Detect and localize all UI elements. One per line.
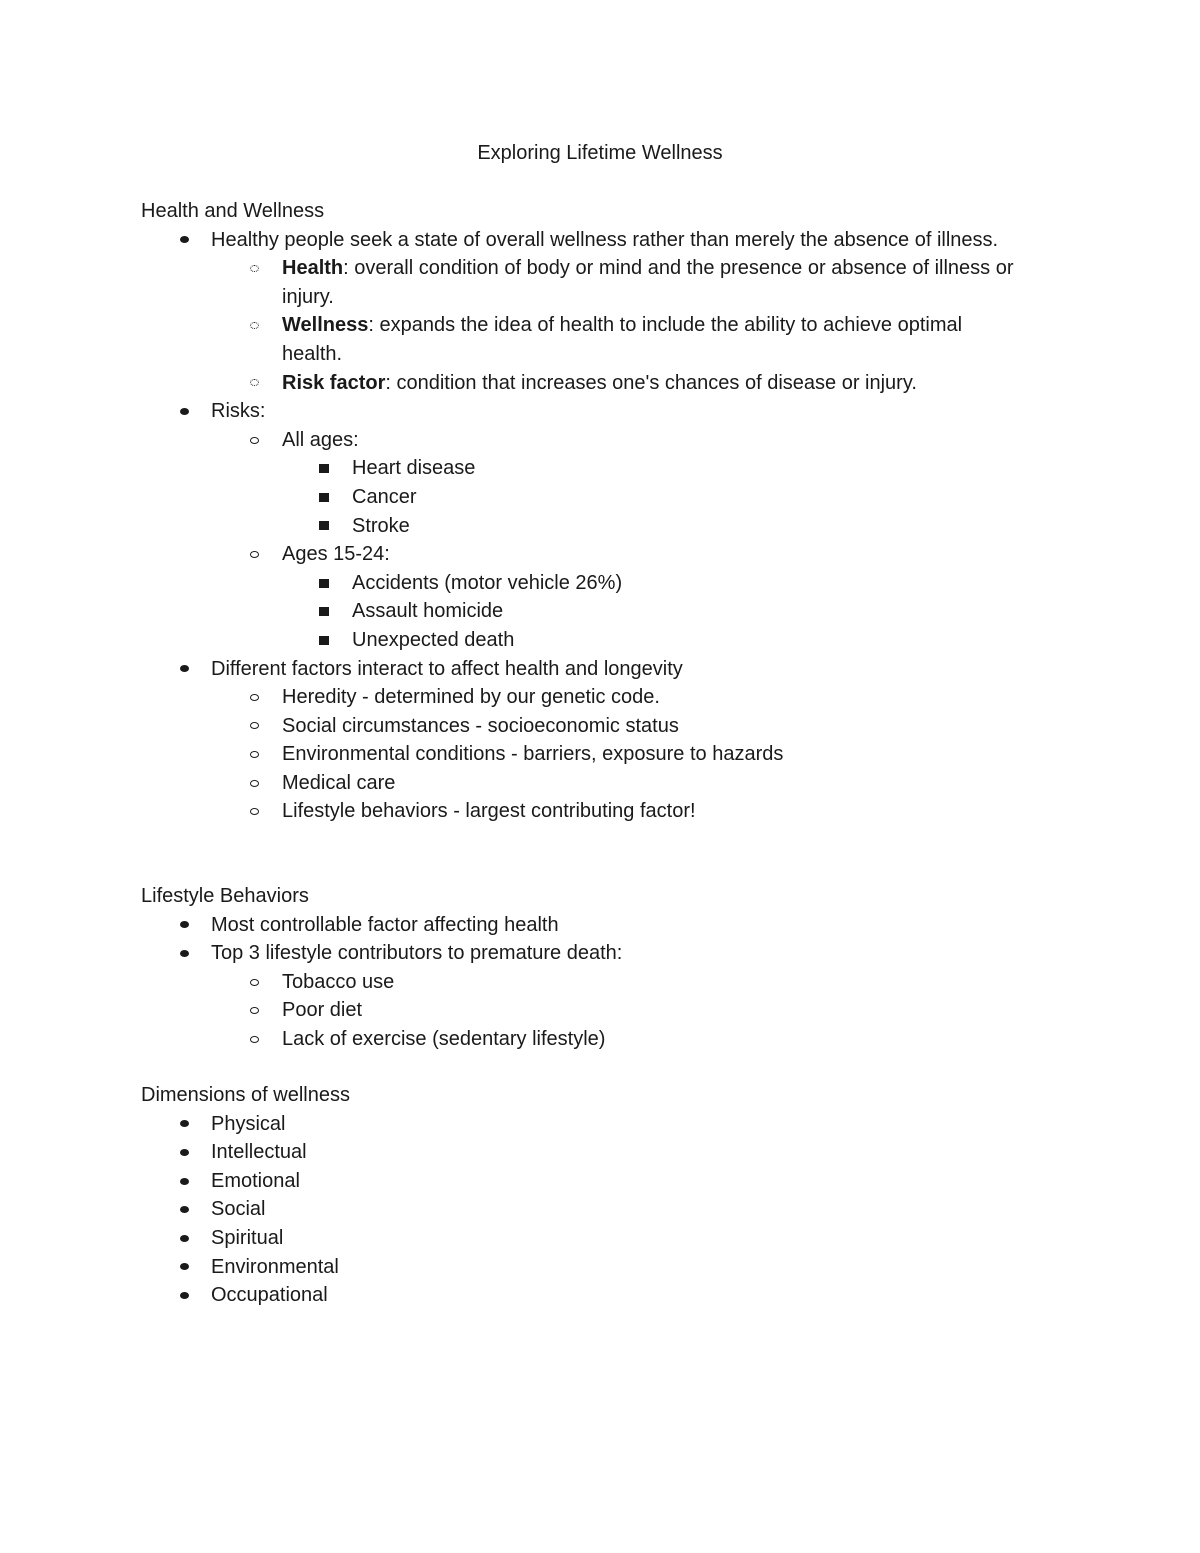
list-item: [141, 769, 1061, 798]
dotted-circle-bullet-icon: [250, 379, 259, 386]
list-item-text: Healthy people seek a state of overall wellness rather than merely the absence of illness.: [211, 228, 999, 251]
bullet-icon: [180, 1178, 189, 1185]
square-bullet-icon: [319, 521, 329, 530]
square-bullet-icon: [319, 579, 329, 588]
section-heading: Lifestyle Behaviors: [141, 885, 309, 907]
list-item: [141, 569, 1061, 598]
list-item-text: Poor diet: [282, 999, 363, 1022]
list-item-text: Stroke: [352, 514, 410, 537]
bullet-icon: [180, 1235, 189, 1242]
list-item: [141, 797, 1061, 826]
list-item: [141, 397, 1061, 426]
list-item-text: Physical: [211, 1112, 286, 1135]
circle-bullet-icon: [250, 979, 259, 986]
circle-bullet-icon: [250, 780, 259, 787]
list-item: [141, 655, 1061, 684]
list-item: [141, 683, 1061, 712]
list-item: [141, 254, 1047, 311]
list-item: [141, 626, 1061, 655]
square-bullet-icon: [319, 636, 329, 645]
bullet-icon: [180, 236, 189, 243]
definition-term: Risk factor: [282, 371, 386, 394]
list-item-text: Medical care: [282, 771, 396, 794]
list-item: [141, 1167, 1061, 1196]
document-title: Exploring Lifetime Wellness: [477, 142, 723, 164]
square-bullet-icon: [319, 607, 329, 616]
list-item-text: Social: [211, 1198, 266, 1221]
bullet-icon: [180, 408, 189, 415]
circle-bullet-icon: [250, 1007, 259, 1014]
list-item-text: Heart disease: [352, 457, 476, 480]
list-item: [141, 996, 1061, 1025]
section-health-and-wellness: [141, 197, 1061, 826]
list-item-text: Top 3 lifestyle contributors to premature death:: [211, 942, 623, 965]
list-item-text: Ages 15-24:: [282, 543, 390, 566]
square-bullet-icon: [319, 493, 329, 502]
definition-term: Health: [282, 257, 344, 280]
bullet-list: [141, 1110, 1061, 1310]
bullet-icon: [180, 1206, 189, 1213]
list-item: [141, 426, 1061, 455]
list-item: [141, 939, 1061, 968]
list-item: [141, 512, 1061, 541]
section-lifestyle-behaviors: [141, 882, 1061, 1054]
list-item-text: Different factors interact to affect health and longevity: [211, 657, 683, 680]
list-item: [141, 968, 1061, 997]
definition-text: : overall condition of body or mind and the presence or absence of illness or injury.: [282, 257, 1014, 308]
list-item: [141, 369, 1061, 398]
list-item: [141, 483, 1061, 512]
section-heading: Dimensions of wellness: [141, 1084, 350, 1106]
dotted-circle-bullet-icon: [250, 322, 259, 329]
definition-text: : expands the idea of health to include the ability to achieve optimal health.: [282, 314, 963, 365]
list-item-text: Lack of exercise (sedentary lifestyle): [282, 1027, 606, 1050]
circle-bullet-icon: [250, 1036, 259, 1043]
section-dimensions-of-wellness: [141, 1081, 1061, 1310]
dotted-circle-bullet-icon: [250, 265, 259, 272]
list-item: [141, 740, 1061, 769]
list-item-text: Risks:: [211, 400, 266, 423]
list-item-text: Social circumstances - socioeconomic status: [282, 714, 679, 737]
bullet-list: [141, 226, 1061, 826]
list-item: [141, 1195, 1061, 1224]
circle-bullet-icon: [250, 551, 259, 558]
list-item: [141, 1253, 1061, 1282]
list-item: [141, 311, 1022, 368]
bullet-icon: [180, 921, 189, 928]
list-item-text: Environmental: [211, 1255, 339, 1278]
definition-text: : condition that increases one's chances of disease or injury.: [385, 371, 917, 394]
bullet-icon: [180, 665, 189, 672]
list-item-text: Assault homicide: [352, 600, 504, 623]
list-item: [141, 1025, 1061, 1054]
list-item: [141, 597, 1061, 626]
circle-bullet-icon: [250, 437, 259, 444]
list-item-text: Environmental conditions - barriers, exposure to hazards: [282, 743, 784, 766]
square-bullet-icon: [319, 464, 329, 473]
list-item-text: Cancer: [352, 485, 417, 508]
list-item: [141, 540, 1061, 569]
list-item: [141, 1224, 1061, 1253]
definition-term: Wellness: [282, 314, 369, 337]
list-item-text: Most controllable factor affecting health: [211, 913, 559, 936]
list-item-text: Occupational: [211, 1284, 328, 1307]
list-item: [141, 226, 1061, 255]
bullet-icon: [180, 1263, 189, 1270]
list-item: [141, 454, 1061, 483]
bullet-icon: [180, 950, 189, 957]
list-item: [141, 911, 1061, 940]
bullet-icon: [180, 1120, 189, 1127]
list-item-text: Intellectual: [211, 1141, 307, 1164]
list-item-text: Unexpected death: [352, 628, 515, 651]
list-item: [141, 712, 1061, 741]
list-item-text: Emotional: [211, 1169, 300, 1192]
list-item: [141, 1281, 1061, 1310]
list-item-text: Lifestyle behaviors - largest contributing factor!: [282, 800, 696, 823]
list-item-text: All ages:: [282, 428, 359, 451]
list-item-text: Tobacco use: [282, 970, 395, 993]
circle-bullet-icon: [250, 808, 259, 815]
section-heading: Health and Wellness: [141, 200, 325, 222]
list-item-text: Spiritual: [211, 1226, 284, 1249]
circle-bullet-icon: [250, 694, 259, 701]
bullet-icon: [180, 1292, 189, 1299]
circle-bullet-icon: [250, 751, 259, 758]
list-item: [141, 1138, 1061, 1167]
circle-bullet-icon: [250, 722, 259, 729]
list-item-text: Accidents (motor vehicle 26%): [352, 571, 623, 594]
bullet-list: [141, 911, 1061, 1054]
bullet-icon: [180, 1149, 189, 1156]
list-item-text: Heredity - determined by our genetic code.: [282, 686, 660, 709]
list-item: [141, 1110, 1061, 1139]
